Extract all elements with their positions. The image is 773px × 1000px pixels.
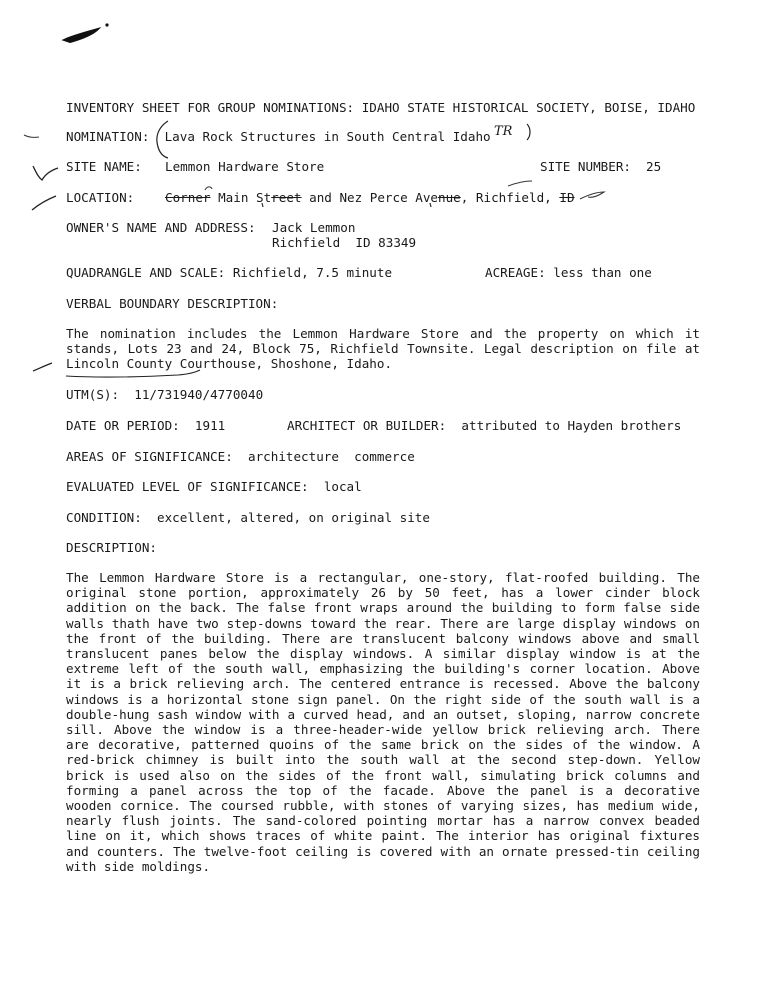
acreage-row xyxy=(485,265,652,280)
condition-row xyxy=(66,510,430,525)
date-value: 1911 xyxy=(194,418,226,433)
condition-value: excellent, altered, on original site xyxy=(157,510,430,525)
check-mark xyxy=(32,196,56,210)
form-header: INVENTORY SHEET FOR GROUP NOMINATIONS: IDAHO STATE HISTORICAL SOCIETY, BOISE, IDAHO xyxy=(66,100,696,115)
architect-row xyxy=(287,418,681,433)
description-label: DESCRIPTION: xyxy=(66,540,157,555)
verbal-boundary-label: VERBAL BOUNDARY DESCRIPTION: xyxy=(66,296,279,311)
location-struck-nue: nue xyxy=(438,190,461,205)
level-label: EVALUATED LEVEL OF SIGNIFICANCE: xyxy=(66,479,309,494)
location-insert-mark xyxy=(508,181,532,186)
location-value: Corner Main Street and Nez Perce Avenue, Richfield, ID xyxy=(165,190,575,205)
location-label: LOCATION: xyxy=(66,190,135,205)
areas-value: architecture commerce xyxy=(247,449,415,464)
ink-blot-mark xyxy=(64,29,98,42)
quadrangle-row xyxy=(66,265,392,280)
acreage-value: less than one xyxy=(553,265,652,280)
site-number-label: SITE NUMBER: xyxy=(540,159,631,174)
level-row xyxy=(66,479,362,494)
level-value: local xyxy=(323,479,362,494)
owner-address: Richfield ID 83349 xyxy=(272,235,417,250)
location-struck-id: ID xyxy=(559,190,575,205)
nomination-row xyxy=(66,129,491,144)
architect-label: ARCHITECT OR BUILDER: xyxy=(287,418,447,433)
site-name-label: SITE NAME: xyxy=(66,159,142,174)
site-name-row xyxy=(66,159,142,174)
site-number-value: 25 xyxy=(646,159,662,174)
condition-label: CONDITION: xyxy=(66,510,142,525)
nomination-handwritten-suffix: TR xyxy=(494,124,513,139)
location-row xyxy=(66,190,134,205)
quadrangle-label: QUADRANGLE AND SCALE: xyxy=(66,265,226,280)
date-label: DATE OR PERIOD: xyxy=(66,418,180,433)
quadrangle-value: Richfield, 7.5 minute xyxy=(232,265,393,280)
nomination-bracket-mark-right xyxy=(527,124,530,140)
areas-label: AREAS OF SIGNIFICANCE: xyxy=(66,449,233,464)
verbal-boundary-text: The nomination includes the Lemmon Hardware Store and the property on which it stands, Lots 23 and 24, Block 75, Richfield Townsite. Legal description on file at Lincoln County Courthouse, Shoshone, Idaho. xyxy=(66,326,700,372)
site-name-value: Lemmon Hardware Store xyxy=(165,159,325,174)
nomination-value: Lava Rock Structures in South Central Idaho xyxy=(164,129,491,144)
location-struck-corner: Corner xyxy=(165,190,211,205)
owner-label: OWNER'S NAME AND ADDRESS: xyxy=(66,220,256,235)
id-flourish-mark xyxy=(580,192,604,199)
location-struck-reet: reet xyxy=(271,190,302,205)
acreage-label: ACREAGE: xyxy=(485,265,546,280)
areas-row xyxy=(66,449,415,464)
check-mark xyxy=(33,166,58,180)
architect-value: attributed to Hayden brothers xyxy=(461,418,682,433)
nomination-label: NOMINATION: xyxy=(66,129,150,144)
utm-value: 11/731940/4770040 xyxy=(134,387,264,402)
utm-label: UTM(S): xyxy=(66,387,120,402)
owner-name: Jack Lemmon xyxy=(272,220,356,235)
date-row xyxy=(66,418,225,433)
check-mark xyxy=(24,135,39,137)
check-mark xyxy=(33,363,52,371)
utm-row xyxy=(66,387,263,402)
description-text: The Lemmon Hardware Store is a rectangular, one-story, flat-roofed building. The original stone portion, approximately 26 by 50 feet, has a lower cinder block addition on the back. The false front wraps around the building to form false side walls thath have two step-downs toward the rear. There are large display windows on the front of the building. There are translucent balcony windows above and small translucent panes below the display windows. A similar display window is at the extreme left of the south wall, emphasizing the building's corner location. Above it is a brick relieving arch. The centered entrance is recessed. Above the balcony windows is a horizontal stone sign panel. On the right side of the south wall is a double-hung sash window with a curved head, and an outset, sloping, narrow concrete sill. Above the window is a three-header-wide yellow brick relieving arch. There are decorative, patterned quoins of the same brick on the sides of the window. A red-brick chimney is built into the south wall at the second step-down. Yellow brick is used also on the sides of the front wall, simulating brick columns and forming a panel across the top of the facade. Above the panel is a decorative wooden cornice. The coursed rubble, with stones of varying sizes, has medium wide, nearly flush joints. The sand-colored pointing mortar has a narrow convex beaded line on it, which shows traces of white paint. The interior has original fixtures and counters. The twelve-foot ceiling is covered with an ornate pressed-tin ceiling with side moldings. xyxy=(66,570,700,874)
